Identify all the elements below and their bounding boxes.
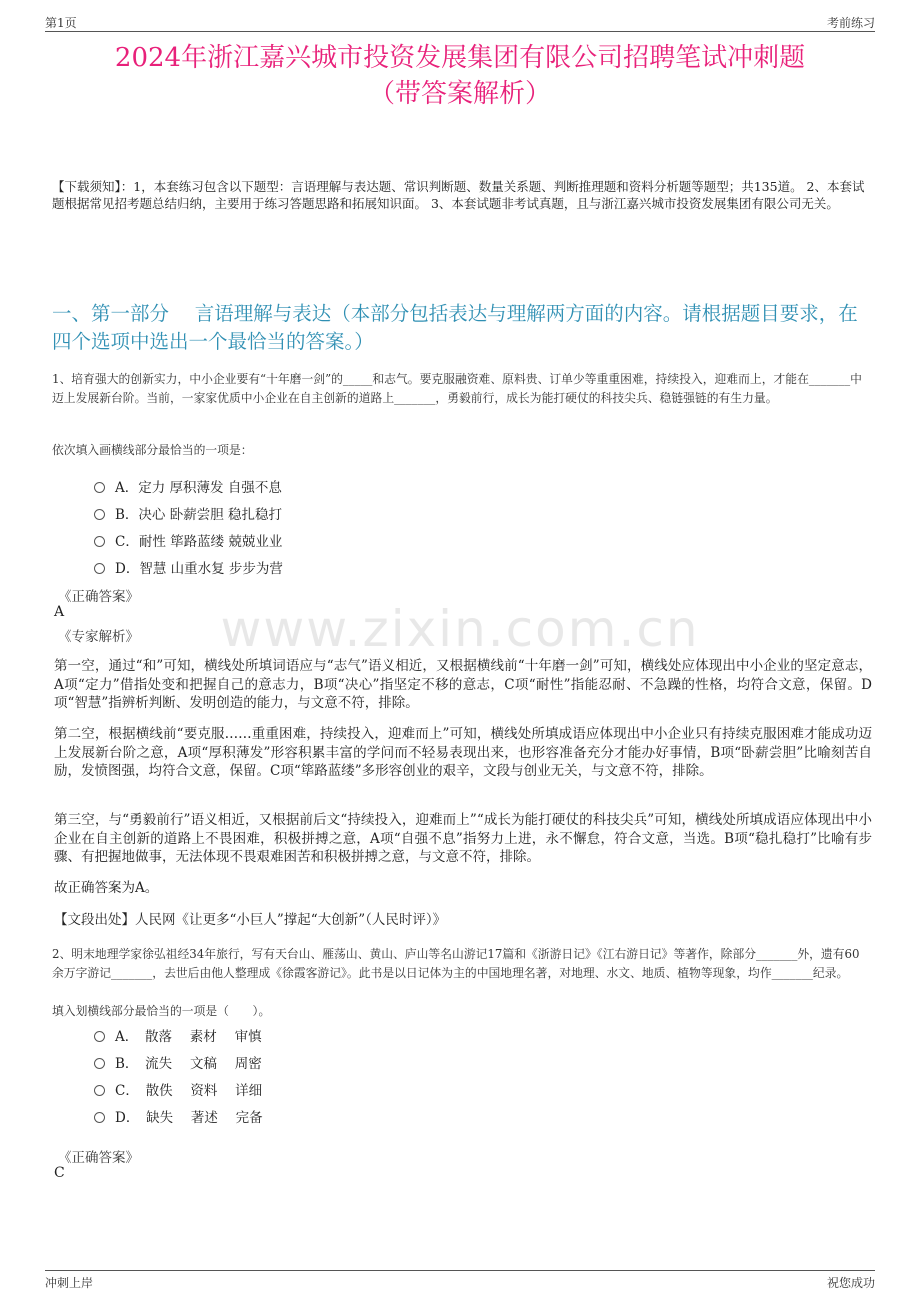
footer-left: 冲刺上岸: [45, 1276, 94, 1290]
page-footer: [45, 1270, 875, 1291]
page-number: 第1页: [45, 16, 77, 30]
document-title: [45, 40, 875, 112]
q2-stem: 2、明末地理学家徐弘祖经34年旅行，写有天台山、雁荡山、黄山、庐山等名山游记17篇和《浙游日记》《江右游日记》等著作，除部分_______外，遗有60余万字游记_______，去世后由他人整理成《徐霞客游记》。此书是以日记体为主的中国地理名著，对地理、水文、地质、植物等现象，均作_______纪录。: [52, 947, 860, 980]
q1-option-a[interactable]: A．定力 厚积薄发 自强不息: [94, 472, 283, 499]
header-tag: 考前练习: [826, 16, 875, 30]
q2-option-c[interactable]: C． 散佚 资料 详细: [94, 1075, 263, 1102]
q1-analysis-para-3: 第三空，与“勇毅前行”语义相近，又根据前后文“持续投入，迎难而上”“成长为能打硬仗的科技尖兵”可知，横线处所填成语应体现出中小企业在自主创新的道路上不畏困难，积极拼搏之意，A项“自强不息”指努力上进，永不懈怠，符合文意，当选。B项“稳扎稳打”比喻有步骤、有把握地做事，无法体现不畏艰难困苦和积极拼搏之意，与文意不符，排除。: [54, 812, 872, 865]
q2-options: [94, 1021, 263, 1129]
radio-icon[interactable]: [94, 509, 105, 520]
radio-icon[interactable]: [94, 482, 105, 493]
q1-option-b[interactable]: B．决心 卧薪尝胆 稳扎稳打: [94, 499, 283, 526]
q1-analysis-conclusion: 故正确答案为A。: [54, 880, 159, 896]
q1-analysis-para-2: 第二空，根据横线前“要克服……重重困难，持续投入，迎难而上”可知，横线处所填成语应体现出中小企业只有持续克服困难才能成功迈上发展新台阶之意，A项“厚积薄发”形容积累丰富的学问而不轻易表现出来，也形容准备充分才能办好事情，B项“卧薪尝胆”比喻刻苦自励，发愤图强，均符合文意，保留。C项“筚路蓝缕”多形容创业的艰辛，文段与创业无关，与文意不符，排除。: [54, 726, 872, 779]
radio-icon[interactable]: [94, 1112, 105, 1123]
q2-answer-label: 《正确答案》: [58, 1150, 139, 1166]
q2-answer: C: [54, 1165, 65, 1181]
radio-icon[interactable]: [94, 563, 105, 574]
q1-option-d[interactable]: D．智慧 山重水复 步步为营: [94, 553, 283, 580]
q1-analysis-label: 《专家解析》: [58, 629, 139, 645]
q1-options: [94, 472, 283, 580]
q1-source: 【文段出处】人民网《让更多“小巨人”撑起“大创新”（人民时评）》: [54, 912, 447, 928]
q1-analysis-para-1: 第一空，通过“和”可知，横线处所填词语应与“志气”语义相近，又根据横线前“十年磨一剑”可知，横线处应体现出中小企业的坚定意志，A项“定力”借指处变和把握自己的意志力，B项“决心”指坚定不移的意志，C项“耐性”指能忍耐、不急躁的性格，均符合文意，保留。D项“智慧”指辨析判断、发明创造的能力，与文意不符，排除。: [54, 658, 872, 711]
radio-icon[interactable]: [94, 1031, 105, 1042]
q2-option-a[interactable]: A． 散落 素材 审慎: [94, 1021, 263, 1048]
radio-icon[interactable]: [94, 1058, 105, 1069]
section-title: 一、第一部分 言语理解与表达（本部分包括表达与理解两方面的内容。请根据题目要求，在四个选项中选出一个最恰当的答案。）: [52, 302, 858, 353]
q1-answer: A: [54, 604, 65, 620]
title-line-2: （带答案解析）: [368, 79, 551, 109]
title-line-1: 2024年浙江嘉兴城市投资发展集团有限公司招聘笔试冲刺题: [114, 43, 806, 73]
q1-option-c[interactable]: C．耐性 筚路蓝缕 兢兢业业: [94, 526, 283, 553]
q2-prompt: 填入划横线部分最恰当的一项是（ ）。: [52, 1004, 271, 1018]
footer-right: 祝您成功: [826, 1276, 875, 1290]
radio-icon[interactable]: [94, 536, 105, 547]
page-header: [45, 14, 875, 32]
q1-prompt: 依次填入画横线部分最恰当的一项是：: [52, 443, 253, 457]
watermark: www.zixin.com.cn: [220, 600, 700, 658]
q1-answer-label: 《正确答案》: [58, 589, 139, 605]
q2-option-b[interactable]: B． 流失 文稿 周密: [94, 1048, 263, 1075]
q1-stem: 1、培育强大的创新实力，中小企业要有“十年磨一剑”的_____和志气。要克服融资难、原料贵、订单少等重重困难，持续投入，迎难而上，才能在_______中迈上发展新台阶。当前，一家家优质中小企业在自主创新的道路上_______，勇毅前行，成长为能打硬仗的科技尖兵、稳链强链的有生力量。: [52, 372, 862, 405]
download-notice: 【下载须知】：1，本套练习包含以下题型：言语理解与表达题、常识判断题、数量关系题、判断推理题和资料分析题等题型；共135道。 2、本套试题根据常见招考题总结归纳，主要用于练习答题思路和拓展知识面。 3、本套试题非考试真题，且与浙江嘉兴城市投资发展集团有限公司无关。: [52, 179, 865, 211]
q2-option-d[interactable]: D． 缺失 著述 完备: [94, 1102, 263, 1129]
radio-icon[interactable]: [94, 1085, 105, 1096]
